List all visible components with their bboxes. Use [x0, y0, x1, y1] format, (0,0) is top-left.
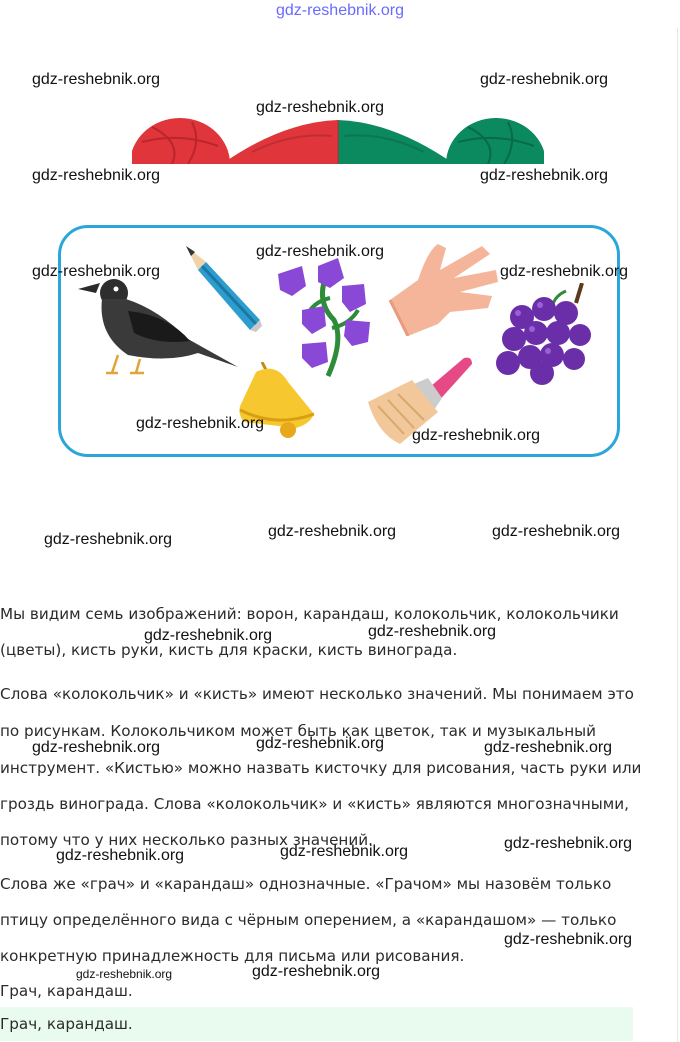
answer-text: Грач, карандаш.	[0, 1015, 133, 1033]
right-border	[677, 28, 678, 1042]
text-line: потому что у них несколько разных значений.	[0, 831, 373, 849]
watermark-top: gdz-reshebnik.org	[275, 2, 405, 19]
watermark: gdz-reshebnik.org	[56, 847, 185, 864]
watermark: gdz-reshebnik.org	[144, 627, 273, 644]
answer-box	[0, 1007, 633, 1041]
text-line: Слова же «грач» и «карандаш» однозначные. «Грачом» мы назовём только	[0, 875, 612, 893]
watermark: gdz-reshebnik.org	[32, 167, 161, 184]
watermark: gdz-reshebnik.org	[32, 739, 161, 756]
watermark: gdz-reshebnik.org	[256, 735, 385, 752]
watermark: gdz-reshebnik.org	[252, 963, 381, 980]
watermark: gdz-reshebnik.org	[256, 99, 385, 116]
text-line: Грач, карандаш.	[0, 982, 133, 1000]
banner-illustration	[132, 112, 544, 164]
watermark: gdz-reshebnik.org	[268, 523, 397, 540]
text-line: (цветы), кисть руки, кисть для краски, кисть винограда.	[0, 641, 458, 659]
grapes-icon	[492, 283, 596, 387]
watermark: gdz-reshebnik.org	[492, 523, 621, 540]
text-line: гроздь винограда. Слова «колокольчик» и «кисть» являются многозначными,	[0, 795, 629, 813]
watermark: gdz-reshebnik.org	[256, 243, 385, 260]
hand-icon	[388, 240, 500, 336]
bellflowers-icon	[272, 258, 376, 378]
text-line: по рисункам. Колокольчиком может быть как цветок, так и музыкальный	[0, 722, 597, 740]
watermark: gdz-reshebnik.org	[44, 531, 173, 548]
watermark: gdz-reshebnik.org	[76, 967, 173, 981]
watermark: gdz-reshebnik.org	[368, 623, 497, 640]
watermark: gdz-reshebnik.org	[500, 263, 629, 280]
watermark: gdz-reshebnik.org	[136, 415, 265, 432]
text-line: инструмент. «Кистью» можно назвать кисточку для рисования, часть руки или	[0, 759, 642, 777]
watermark: gdz-reshebnik.org	[480, 167, 609, 184]
text-line: птицу определённого вида с чёрным оперением, а «карандашом» — только	[0, 911, 617, 929]
text-line: конкретную принадлежность для письма или рисования.	[0, 947, 465, 965]
text-line: Мы видим семь изображений: ворон, карандаш, колокольчик, колокольчики	[0, 605, 619, 623]
text-line: Слова «колокольчик» и «кисть» имеют несколько значений. Мы понимаем это	[0, 685, 634, 703]
watermark: gdz-reshebnik.org	[412, 427, 541, 444]
watermark: gdz-reshebnik.org	[504, 835, 633, 852]
watermark: gdz-reshebnik.org	[484, 739, 613, 756]
watermark: gdz-reshebnik.org	[280, 843, 409, 860]
watermark: gdz-reshebnik.org	[32, 71, 161, 88]
pencil-icon	[182, 244, 262, 334]
watermark: gdz-reshebnik.org	[32, 263, 161, 280]
watermark: gdz-reshebnik.org	[504, 931, 633, 948]
watermark: gdz-reshebnik.org	[480, 71, 609, 88]
